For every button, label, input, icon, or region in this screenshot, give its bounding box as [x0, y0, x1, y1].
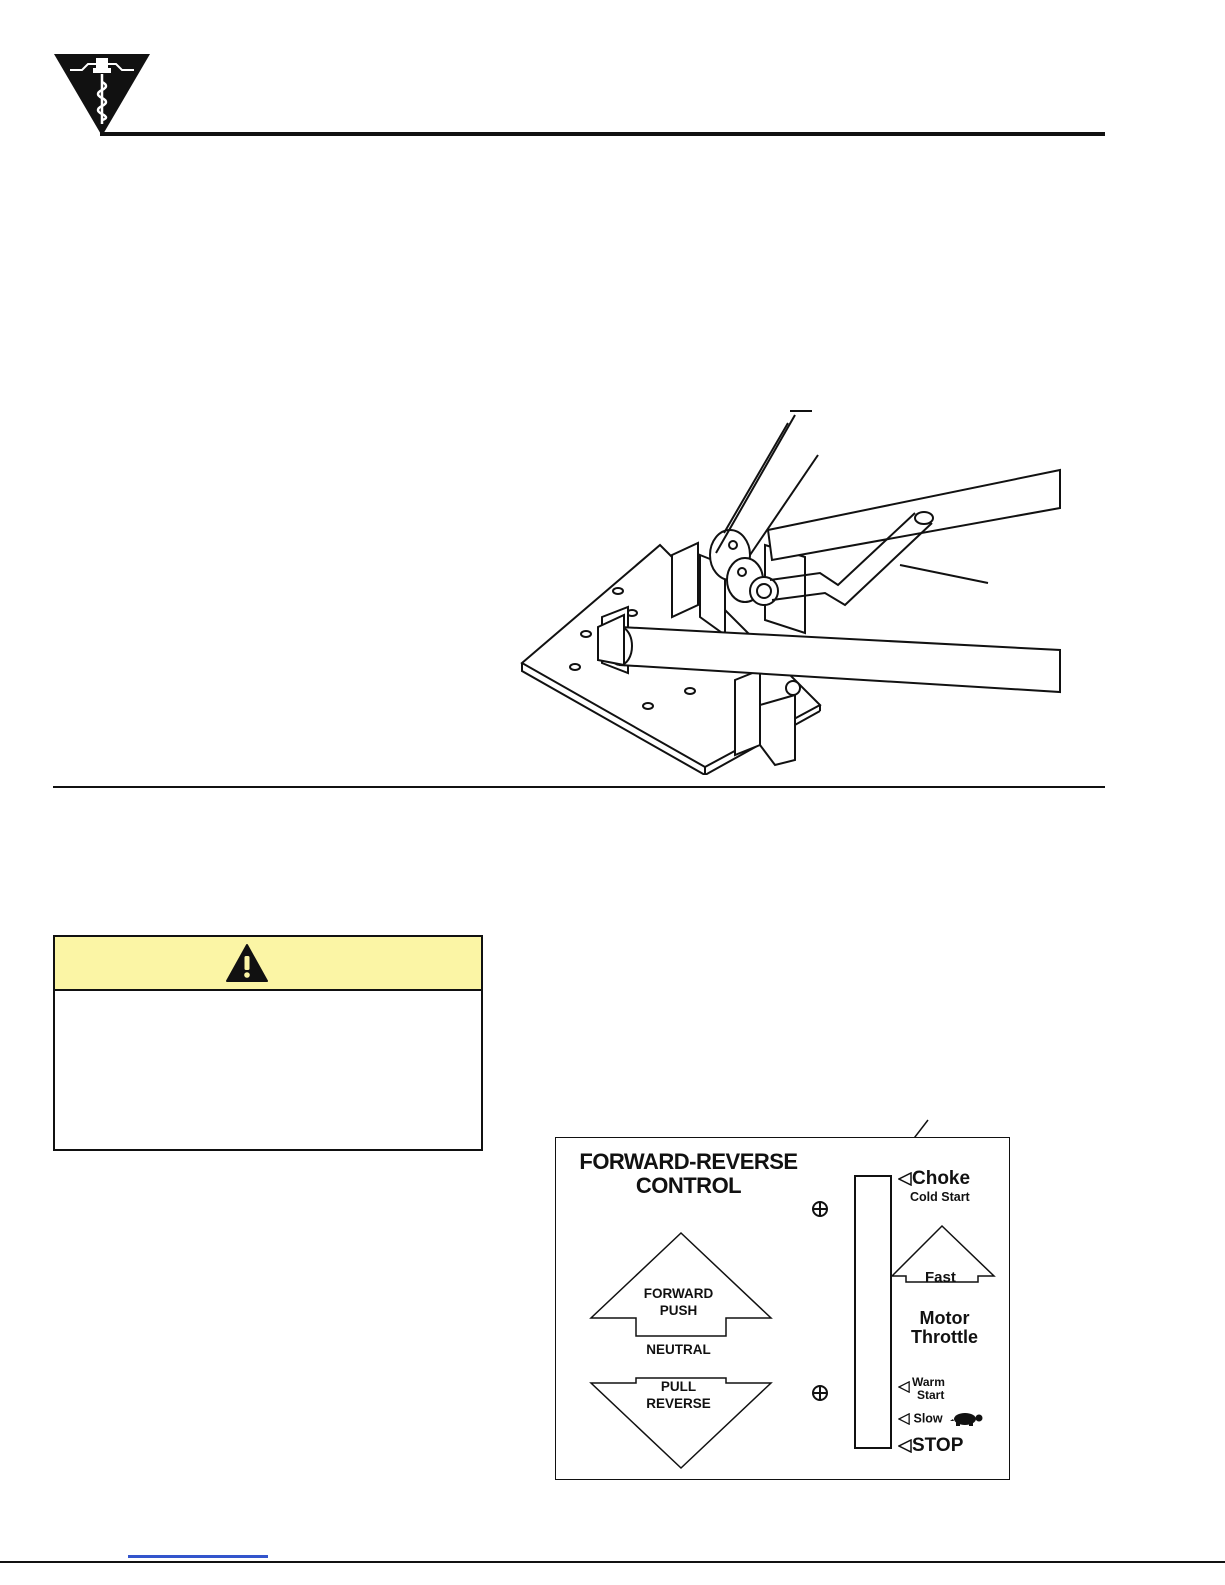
fast-label: Fast — [925, 1269, 956, 1286]
section-divider — [53, 786, 1105, 788]
forward-label: FORWARD — [643, 1286, 714, 1301]
push-label: PUSH — [659, 1303, 698, 1318]
pull-label: PULL — [660, 1379, 697, 1394]
throttle-label: Throttle — [911, 1327, 978, 1347]
triangle-pointer-icon — [898, 1439, 912, 1453]
reverse-label: REVERSE — [646, 1396, 711, 1411]
decal-title: CONTROL — [635, 1173, 742, 1198]
control-decal — [555, 1137, 1010, 1480]
slow-label: Slow — [898, 1411, 984, 1427]
choke-label: Choke — [898, 1168, 970, 1190]
stop-label: STOP — [898, 1435, 963, 1457]
footer-rule — [0, 1561, 1225, 1563]
header-rule — [100, 132, 1105, 136]
neutral-label: NEUTRAL — [646, 1342, 711, 1357]
triangle-pointer-icon — [898, 1413, 910, 1425]
turtle-icon — [950, 1411, 984, 1427]
cold-start-label: Cold Start — [910, 1190, 970, 1204]
linkage-assembly-illustration — [520, 405, 1065, 775]
caution-header — [55, 937, 481, 991]
throttle-slot — [854, 1175, 892, 1449]
motor-label: Motor — [919, 1308, 970, 1328]
triangle-pointer-icon — [898, 1172, 912, 1186]
warm-label: Warm — [912, 1376, 945, 1389]
screw-icon — [812, 1385, 828, 1401]
warning-triangle-icon — [225, 943, 269, 983]
screw-icon — [812, 1201, 828, 1217]
caution-box — [53, 935, 483, 1151]
auger-triangle-icon — [52, 52, 152, 138]
forward-arrow-icon — [591, 1233, 771, 1336]
footer-link-underline[interactable] — [128, 1555, 268, 1558]
triangle-pointer-icon — [898, 1381, 910, 1393]
decal-title: FORWARD-REVERSE — [579, 1149, 798, 1174]
start-label: Start — [917, 1388, 945, 1402]
